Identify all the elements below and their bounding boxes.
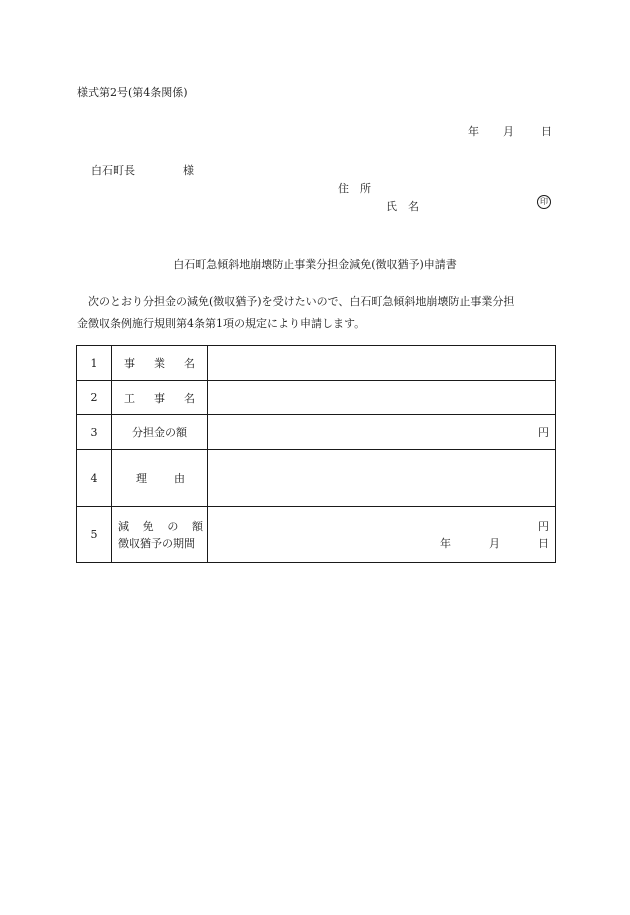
label-char: 由 — [174, 472, 185, 485]
date-month-label: 月 — [489, 536, 500, 550]
date-month-label: 月 — [503, 125, 514, 138]
row-label-construction-name — [112, 381, 208, 415]
address-label: 住 所 — [338, 182, 371, 195]
label-char: 名 — [184, 357, 195, 370]
table-row — [77, 346, 556, 381]
yen-unit: 円 — [538, 426, 549, 439]
reason-field[interactable] — [208, 450, 556, 507]
label-char: 額 — [191, 519, 203, 533]
row-number: 4 — [77, 450, 112, 507]
form-number: 様式第2号(第4条関係) — [77, 86, 188, 99]
row-number: 5 — [77, 507, 112, 563]
label-char: 理 — [136, 472, 147, 485]
row-number: 1 — [77, 346, 112, 381]
exemption-field[interactable] — [208, 507, 556, 563]
label-char: 事 — [154, 391, 165, 405]
table-row — [77, 415, 556, 450]
date-year-label: 年 — [468, 125, 479, 138]
label-char: 工 — [124, 391, 135, 405]
row-number: 2 — [77, 381, 112, 415]
application-table — [76, 345, 556, 563]
row-label-share-amount: 分担金の額 — [112, 415, 208, 450]
row-label-deferral-period: 徴収猶予の期間 — [118, 536, 195, 550]
deferral-date — [208, 535, 555, 552]
construction-name-field[interactable] — [208, 381, 556, 415]
project-name-field[interactable] — [208, 346, 556, 381]
body-line-2: 金徴収条例施行規則第4条第1項の規定により申請します。 — [77, 317, 366, 330]
seal-icon: 印 — [537, 195, 551, 209]
body-text — [77, 291, 557, 335]
addressee-name: 白石町長 — [91, 164, 135, 177]
label-char: 業 — [154, 357, 165, 370]
row-label-project-name — [112, 346, 208, 381]
date-year-label: 年 — [440, 536, 451, 550]
yen-unit: 円 — [538, 519, 549, 533]
name-label: 氏 名 — [386, 200, 419, 213]
addressee-honorific: 様 — [183, 164, 194, 177]
label-char: 減 — [118, 519, 129, 533]
label-char: 名 — [184, 391, 195, 405]
table-row — [77, 381, 556, 415]
table-row — [77, 507, 556, 563]
table-row — [77, 450, 556, 507]
date-day-label: 日 — [538, 536, 549, 550]
date-day-label: 日 — [541, 125, 552, 138]
row-number: 3 — [77, 415, 112, 450]
label-char: 免 — [142, 519, 154, 533]
document-title: 白石町急傾斜地崩壊防止事業分担金減免(徴収猶予)申請書 — [173, 258, 457, 271]
share-amount-field[interactable] — [208, 415, 556, 450]
body-line-1: 次のとおり分担金の減免(徴収猶予)を受けたいので、白石町急傾斜地崩壊防止事業分担 — [77, 295, 515, 308]
row-label-exemption — [112, 507, 208, 563]
label-char: の — [167, 519, 179, 533]
row-label-reason — [112, 450, 208, 507]
label-char: 事 — [124, 357, 135, 370]
